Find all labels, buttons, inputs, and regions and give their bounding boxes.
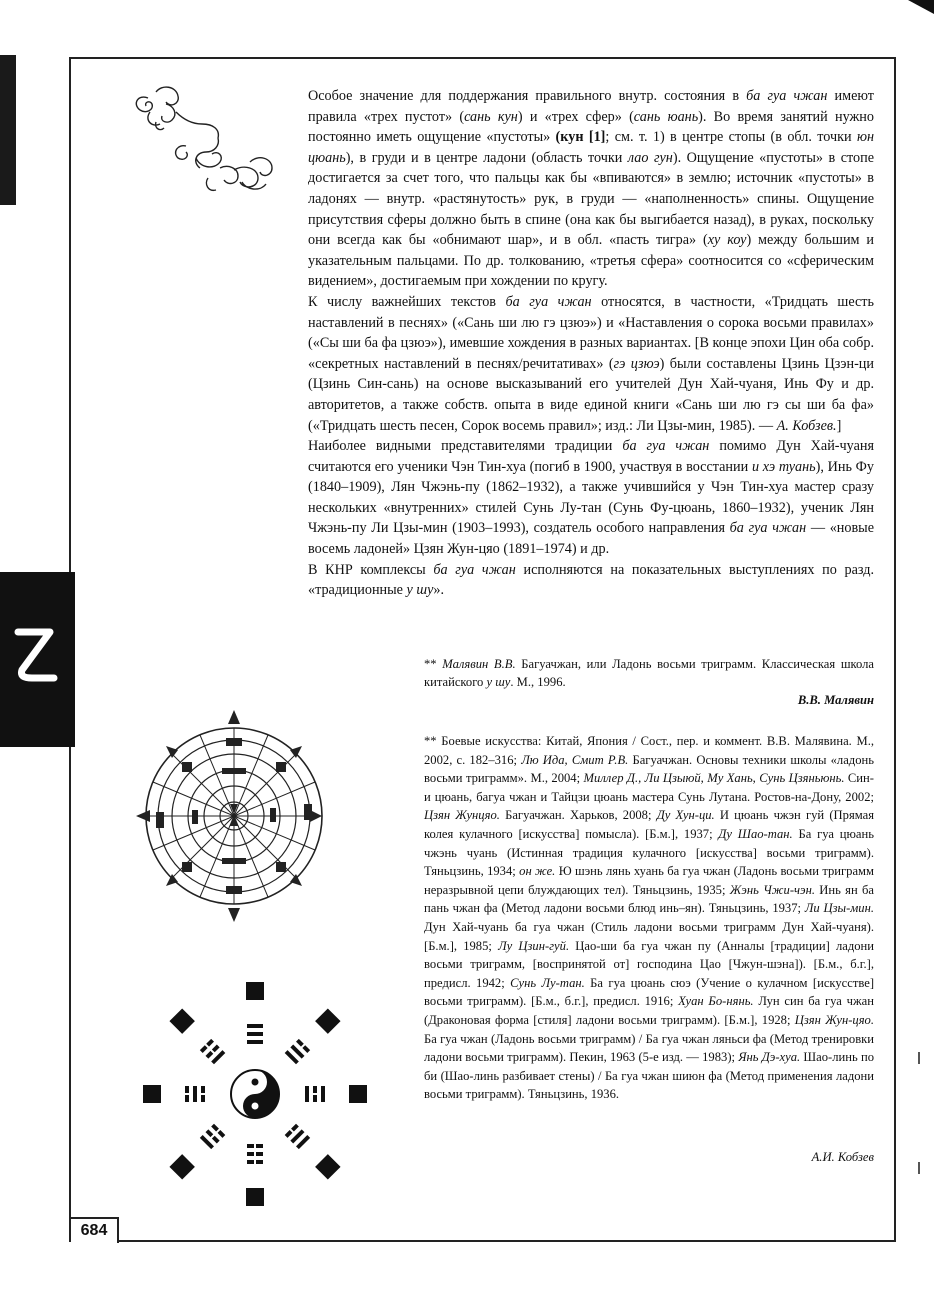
margin-tick bbox=[918, 1052, 920, 1064]
page-number: 684 bbox=[71, 1217, 119, 1243]
paragraph: К числу важнейших текстов ба гуа чжан относятся, в частности, «Тридцать шесть наставлений в песнях» («Сань ши лю гэ цзюэ») и «Наставления о сорока восьми правилах» («Сы ши ба фа цзюэ»), имевшие хождения в разных вариантах. [В конце эпохи Цин оба собр. «секретных наставлений в песнях/речитативах» (гэ цзюэ) были составлены Цзинь Цзэн-ци (Цзинь Син-сань) на основе высказываний его учителей Дун Хай-чуаня, Инь Фу и др. авторитетов, а также собств. опыта в виде единой книги «Сань ши лю гэ сы ши ба фа» («Тридцать шесть песен, Сорок восемь правил»; изд.: Ли Цзы-мин, 1985). — А. Кобзев.] bbox=[308, 293, 874, 434]
bagua-circular-chart bbox=[126, 686, 324, 946]
yi-glyph-icon bbox=[10, 624, 58, 684]
author-signature: В.В. Малявин bbox=[797, 693, 874, 707]
paragraph: Особое значение для поддержания правильного внутр. состояния в ба гуа чжан имеют правила «трех пустот» (сань кун) и «трех сфер» (сань юань). Во время занятий нужно постоянно иметь ощущение «пустоты» (кун [1]; см. т. 1) в центре стопы (в обл. точки юн цюань), в груди и в центре ладони (область точки лао гун). Ощущение «пустоты» в стопе достигается за счет того, что пальцы как бы «впиваются» в землю; источник «пустоты» в ладонях — внутр. «растянутость» рук, в груди — «наполненность» спины. Ощущение присутствия сферы должно быть в спине (она как бы выгибается назад), в руках, поскольку они всегда как бы «обнимают шар», и в обл. «пасть тигра» (ху коу) между большим и указательным пальцами. По др. толкованию, «третья сфера» соотносится со «сферическим видением», достигаемым при хождении по кругу. bbox=[308, 88, 875, 290]
page-corner-mark bbox=[908, 0, 934, 14]
paragraph: Наиболее видными представителями традиции ба гуа чжан помимо Дун Хай-чуаня считаются его ученики Чэн Тин-хуа (погиб в 1900, участвуя в восстании и хэ туань), Инь Фу (1840–1909), Лян Чжэнь-пу (1862–1932), а также учившийся у Чэн Тин-хуа мастер сразу нескольких «внутренних» стилей Сунь Лу-тан (Сунь Фу-цюань, 1860–1932), ученик Лян Чжэнь-пу Ли Цзы-мин (1903–1993), создатель особого направления ба гуа чжан — «новые восемь ладоней» Цзян Жун-цяо (1891–1974) и др. bbox=[308, 438, 874, 558]
margin-tick bbox=[918, 1162, 920, 1174]
page-edge-bar bbox=[0, 55, 16, 205]
author-signature: А.И. Кобзев bbox=[811, 1150, 874, 1164]
cloud-scroll-ornament bbox=[126, 82, 286, 198]
reference-text: ** Боевые искусства: Китай, Япония / Сост., пер. и коммент. В.В. Малявина. М., 2002, с. 182–316; Лю Ида, Смит Р.В. Багуачжан. Основы техники школы «ладонь восьми триграмм». М., 2004; Миллер Д., Ли Цзыюй, Му Хань, Сунь Цзяньюнь. Син-и цюань, багуа чжан и Тайцзи цюань мастера Сунь Лутана. Ростов-на-Дону, 2002; Цзян Жунцяо. Багуачжан. Харьков, 2008; Ду Хун-ци. И цюань чжэн гуй (Прямая колея кулачного [искусства] помысла). [Б.м.], 1937; Ду Шао-тан. Ба гуа цюань чжэнь чуань (Истинная традиция кулачного [искусства] восьми триграмм). Тяньцзинь, 1934; он же. Ю шэнь лянь хуань ба гуа чжан (Ладонь восьми триграмм неразрывной цепи блуждающих тел). Тяньцзинь, 1935; Жэнь Чжи-чэн. Инь ян ба пань чжан фа (Метод ладони восьми блюд инь–ян). Тяньцзинь, 1937; Ли Цзы-мин. Дун Хай-чуань ба гуа чжан (Стиль ладони восьми триграмм Дун Хай-чуаня). [Б.м.], 1985; Лу Цзин-гуй. Цао-ши ба гуа чжан пу (Анналы [традиции] ладони восьми триграмм, [воспринятой от] господина Цао [Чжун-шэна]). [Б.м., б.г.], предисл. 1942; Сунь Лу-тан. Ба гуа цюань сюэ (Учение о кулачном [искусстве] восьми триграмм). [Б.м., б.г.], предисл. 1916; Хуан Бо-нянь. Лун син ба гуа чжан (Драконовая форма [стиля] ладони восьми триграмм). [Б.м.], 1928; Цзян Жун-цяо. Ба гуа чжан (Ладонь восьми триграмм) / Ба гуа чжан ляньси фа (Метод тренировки ладони восьми триграмм). Пекин, 1963 (5-е изд. — 1983); Янь Дэ-хуа. Шао-линь по би (Шао-линь разбивает стены) / Ба гуа чжан шиюн фа (Метод применения ладони восьми триграмм). Тяньцзинь, 1936. bbox=[424, 734, 875, 1102]
paragraph: В КНР комплексы ба гуа чжан исполняются на показательных выступлениях по разд. «традиционные у шу». bbox=[308, 561, 874, 599]
reference-text: ** Малявин В.В. Багуачжан, или Ладонь восьми триграмм. Классическая школа китайского у шу. М., 1996. bbox=[424, 657, 874, 689]
article-body bbox=[308, 86, 874, 601]
thumb-index-tab bbox=[0, 572, 75, 747]
reference-block-secondary bbox=[424, 732, 874, 1104]
reference-block-primary bbox=[424, 655, 874, 691]
eight-trigrams-yin-yang bbox=[126, 968, 384, 1220]
